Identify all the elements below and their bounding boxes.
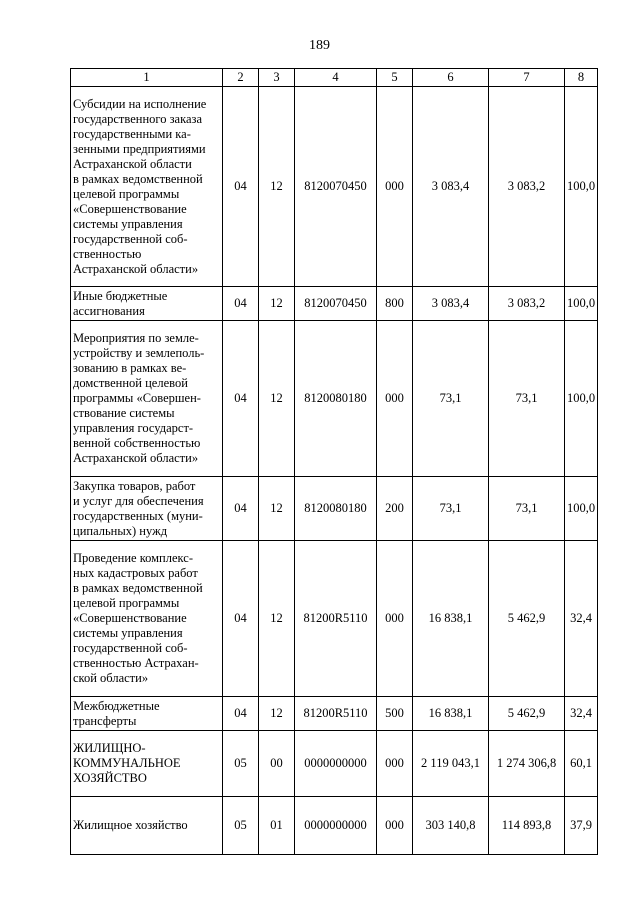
- row-name: [71, 477, 223, 541]
- row-name-line: государственной соб-: [73, 641, 188, 655]
- table-row: [71, 697, 598, 731]
- row-plan-amount: 73,1: [413, 321, 489, 477]
- row-name-line: государственного заказа: [73, 111, 202, 126]
- row-target-article: 8120070450: [295, 87, 377, 287]
- row-actual-amount: 73,1: [489, 477, 565, 541]
- row-name: [71, 87, 223, 287]
- table-row: [71, 87, 598, 287]
- row-name-line: Жилищное хозяйство: [73, 818, 188, 832]
- row-percent: 37,9: [565, 797, 598, 855]
- row-section: 05: [223, 731, 259, 797]
- row-name-line: Закупка товаров, работ: [73, 478, 196, 493]
- row-section: 04: [223, 697, 259, 731]
- row-name-line: государственных (муни-: [73, 508, 203, 523]
- table-row: [71, 731, 598, 797]
- row-name-line: в рамках ведомственной: [73, 171, 203, 186]
- row-section: 04: [223, 87, 259, 287]
- col-header-8: 8: [565, 69, 598, 87]
- row-expense-type: 200: [377, 477, 413, 541]
- row-name: [71, 797, 223, 855]
- row-percent: 60,1: [565, 731, 598, 797]
- row-name-line: устройству и землеполь-: [73, 346, 205, 360]
- row-name-line: управления государст-: [73, 421, 194, 435]
- row-target-article: 8120080180: [295, 321, 377, 477]
- row-actual-amount: 5 462,9: [489, 541, 565, 697]
- row-percent: 100,0: [565, 87, 598, 287]
- row-name: [71, 731, 223, 797]
- col-header-4: 4: [295, 69, 377, 87]
- row-plan-amount: 16 838,1: [413, 697, 489, 731]
- table-row: [71, 541, 598, 697]
- row-name-line: системы управления: [73, 216, 183, 231]
- header-row: [71, 69, 598, 87]
- row-name-line: целевой программы: [73, 596, 180, 610]
- row-target-article: 0000000000: [295, 797, 377, 855]
- row-target-article: 81200R5110: [295, 541, 377, 697]
- row-subsection: 12: [259, 541, 295, 697]
- row-name-line: трансферты: [73, 713, 137, 728]
- row-name-line: государственной соб-: [73, 231, 188, 246]
- row-section: 04: [223, 541, 259, 697]
- row-actual-amount: 5 462,9: [489, 697, 565, 731]
- row-name-line: ственностью Астрахан-: [73, 656, 199, 670]
- row-actual-amount: 114 893,8: [489, 797, 565, 855]
- row-name-line: Астраханской области: [73, 156, 192, 171]
- row-name-line: «Совершенствование: [73, 611, 187, 625]
- row-name-line: целевой программы: [73, 186, 180, 201]
- table-row: [71, 287, 598, 321]
- row-subsection: 12: [259, 287, 295, 321]
- row-actual-amount: 73,1: [489, 321, 565, 477]
- row-name-line: «Совершенствование: [73, 201, 187, 216]
- page-number: 189: [309, 38, 330, 53]
- col-header-1: 1: [71, 69, 223, 87]
- row-target-article: 81200R5110: [295, 697, 377, 731]
- row-name-line: Иные бюджетные: [73, 288, 168, 303]
- row-name-line: Субсидии на исполнение: [73, 96, 207, 111]
- row-name-line: и услуг для обеспечения: [73, 493, 204, 508]
- table-row: [71, 797, 598, 855]
- row-actual-amount: 1 274 306,8: [489, 731, 565, 797]
- row-subsection: 12: [259, 477, 295, 541]
- row-expense-type: 000: [377, 321, 413, 477]
- row-expense-type: 800: [377, 287, 413, 321]
- row-section: 04: [223, 321, 259, 477]
- row-name-line: ных кадастровых работ: [73, 566, 198, 580]
- row-subsection: 01: [259, 797, 295, 855]
- row-name-line: венной собственностью: [73, 436, 201, 450]
- row-name: [71, 697, 223, 731]
- row-name-line: ЖИЛИЩНО-: [73, 741, 146, 755]
- row-name-line: Астраханской области»: [73, 261, 199, 276]
- row-target-article: 8120080180: [295, 477, 377, 541]
- col-header-3: 3: [259, 69, 295, 87]
- row-plan-amount: 303 140,8: [413, 797, 489, 855]
- col-header-6: 6: [413, 69, 489, 87]
- row-name-line: КОММУНАЛЬНОЕ: [73, 756, 181, 770]
- row-name-line: системы управления: [73, 626, 183, 640]
- row-target-article: 0000000000: [295, 731, 377, 797]
- row-name-line: ципальных) нужд: [73, 523, 168, 538]
- row-name-line: зованию в рамках ве-: [73, 361, 187, 375]
- row-section: 05: [223, 797, 259, 855]
- row-plan-amount: 2 119 043,1: [413, 731, 489, 797]
- row-plan-amount: 73,1: [413, 477, 489, 541]
- row-name-line: государственными ка-: [73, 126, 191, 141]
- row-percent: 32,4: [565, 697, 598, 731]
- row-name-line: Проведение комплекс-: [73, 551, 194, 565]
- row-name-line: Мероприятия по земле-: [73, 331, 199, 345]
- row-expense-type: 000: [377, 541, 413, 697]
- row-expense-type: 000: [377, 797, 413, 855]
- row-name-line: домственной целевой: [73, 376, 188, 390]
- row-percent: 100,0: [565, 321, 598, 477]
- row-name-line: ассигнования: [73, 303, 145, 318]
- budget-table: [70, 68, 598, 855]
- row-percent: 100,0: [565, 477, 598, 541]
- row-name-line: ской области»: [73, 671, 149, 685]
- row-percent: 32,4: [565, 541, 598, 697]
- row-name-line: в рамках ведомственной: [73, 581, 203, 595]
- row-name-line: Межбюджетные: [73, 698, 160, 713]
- row-actual-amount: 3 083,2: [489, 87, 565, 287]
- col-header-2: 2: [223, 69, 259, 87]
- row-name-line: ственностью: [73, 246, 142, 261]
- row-subsection: 12: [259, 87, 295, 287]
- row-name-line: Астраханской области»: [73, 451, 199, 465]
- row-subsection: 12: [259, 697, 295, 731]
- row-plan-amount: 3 083,4: [413, 287, 489, 321]
- row-expense-type: 500: [377, 697, 413, 731]
- row-name-line: программы «Совершен-: [73, 391, 201, 405]
- row-name: [71, 541, 223, 697]
- row-expense-type: 000: [377, 87, 413, 287]
- col-header-7: 7: [489, 69, 565, 87]
- table-row: [71, 477, 598, 541]
- row-name: [71, 321, 223, 477]
- row-actual-amount: 3 083,2: [489, 287, 565, 321]
- table-row: [71, 321, 598, 477]
- row-subsection: 12: [259, 321, 295, 477]
- row-plan-amount: 16 838,1: [413, 541, 489, 697]
- row-plan-amount: 3 083,4: [413, 87, 489, 287]
- row-name-line: зенными предприятиями: [73, 141, 206, 156]
- row-name-line: ствование системы: [73, 406, 175, 420]
- row-expense-type: 000: [377, 731, 413, 797]
- row-section: 04: [223, 287, 259, 321]
- row-name-line: ХОЗЯЙСТВО: [73, 771, 147, 785]
- row-percent: 100,0: [565, 287, 598, 321]
- row-subsection: 00: [259, 731, 295, 797]
- row-target-article: 8120070450: [295, 287, 377, 321]
- row-name: [71, 287, 223, 321]
- col-header-5: 5: [377, 69, 413, 87]
- row-section: 04: [223, 477, 259, 541]
